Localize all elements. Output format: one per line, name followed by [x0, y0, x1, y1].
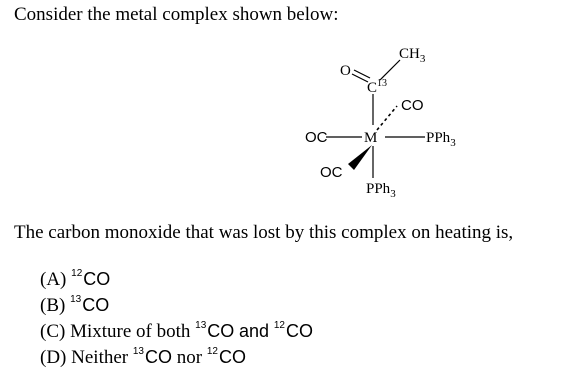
option-c-letter: (C)	[40, 321, 66, 342]
option-d-isotope2: $^{12}$CO	[206, 346, 246, 367]
option-d-text1: Neither	[71, 347, 129, 368]
bond-m-co-dashed	[377, 106, 397, 130]
option-a-letter: (A)	[40, 269, 67, 290]
option-d-isotope1: $^{13}$CO	[132, 346, 172, 367]
co-label: CO	[401, 97, 424, 114]
option-b-isotope: $^{13}$CO	[70, 294, 110, 315]
option-c-isotope1: $^{13}$CO	[195, 320, 235, 341]
pph3-bottom-label: PPh$_3$	[366, 181, 396, 200]
acyl-oxygen-label: O	[340, 63, 351, 79]
option-b-letter: (B)	[40, 295, 66, 316]
option-c-isotope2: $^{12}$CO	[273, 320, 313, 341]
c13-label: $C^{13}$	[367, 78, 388, 96]
option-a-isotope: $^{12}$CO	[71, 268, 111, 289]
metal-complex-structure	[300, 40, 500, 205]
option-c-text2: and	[239, 321, 270, 341]
option-c[interactable]	[40, 320, 313, 343]
option-b[interactable]	[40, 294, 109, 317]
bond-c-ch3	[380, 60, 400, 80]
ch3-label: $CH_3$	[399, 46, 426, 65]
prompt-text: Consider the metal complex shown below:	[14, 4, 339, 25]
option-d-letter: (D)	[40, 347, 67, 368]
option-d-text2: nor	[176, 347, 203, 368]
oc-wedge-label: OC	[320, 164, 343, 181]
pph3-right-label: PPh$_3$	[426, 130, 456, 149]
metal-label: M	[364, 130, 378, 146]
bond-m-oc-wedge	[348, 145, 372, 170]
oc-left-label: OC	[305, 129, 328, 146]
option-a[interactable]	[40, 268, 110, 291]
option-c-text1: Mixture of both	[70, 321, 191, 342]
option-d[interactable]	[40, 346, 246, 369]
question-text: The carbon monoxide that was lost by this complex on heating is,	[14, 222, 514, 243]
